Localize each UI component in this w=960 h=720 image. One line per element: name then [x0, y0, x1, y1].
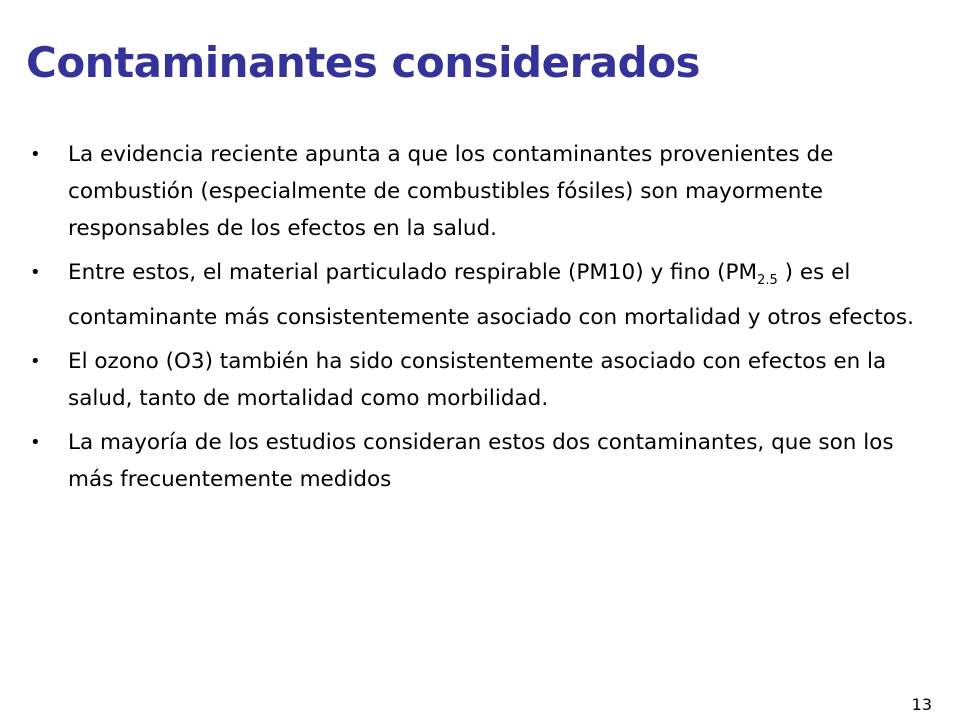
- bullet-text-segment: ) es el contaminante más consistentemente asociado con mortalidad y otros efectos.: [68, 260, 914, 330]
- bullet-text: [68, 349, 886, 411]
- bullet-text-segment: Entre estos, el material particulado respirable (PM10) y fino (PM: [68, 260, 758, 285]
- bullet-dot-icon: •: [30, 432, 41, 453]
- bullet-text-segment: La evidencia reciente apunta a que los contaminantes provenientes de combustión (especialmente de combustibles fósiles) son mayormente responsables de los efectos en la salud.: [68, 142, 834, 241]
- bullet-dot-icon: •: [30, 144, 41, 165]
- bullet-text: [68, 430, 894, 492]
- slide-title: Contaminantes considerados: [26, 38, 701, 87]
- bullet-text-segment: El ozono (O3) también ha sido consistentemente asociado con efectos en la salud, tanto de mortalidad como morbilidad.: [68, 349, 887, 411]
- bullet-text-segment: La mayoría de los estudios consideran estos dos contaminantes, que son los más frecuentemente medidos: [68, 430, 894, 492]
- bullet-dot-icon: •: [30, 262, 41, 283]
- bullet-item: [26, 343, 936, 417]
- bullet-dot-icon: •: [30, 351, 41, 372]
- bullet-list: [26, 136, 936, 505]
- bullet-item: [26, 254, 936, 336]
- bullet-item: [26, 424, 936, 498]
- bullet-text: [68, 142, 833, 241]
- bullet-item: [26, 136, 936, 247]
- page-number: 13: [911, 695, 932, 714]
- bullet-text: [68, 260, 914, 330]
- subscript-text: 2.5: [757, 273, 778, 288]
